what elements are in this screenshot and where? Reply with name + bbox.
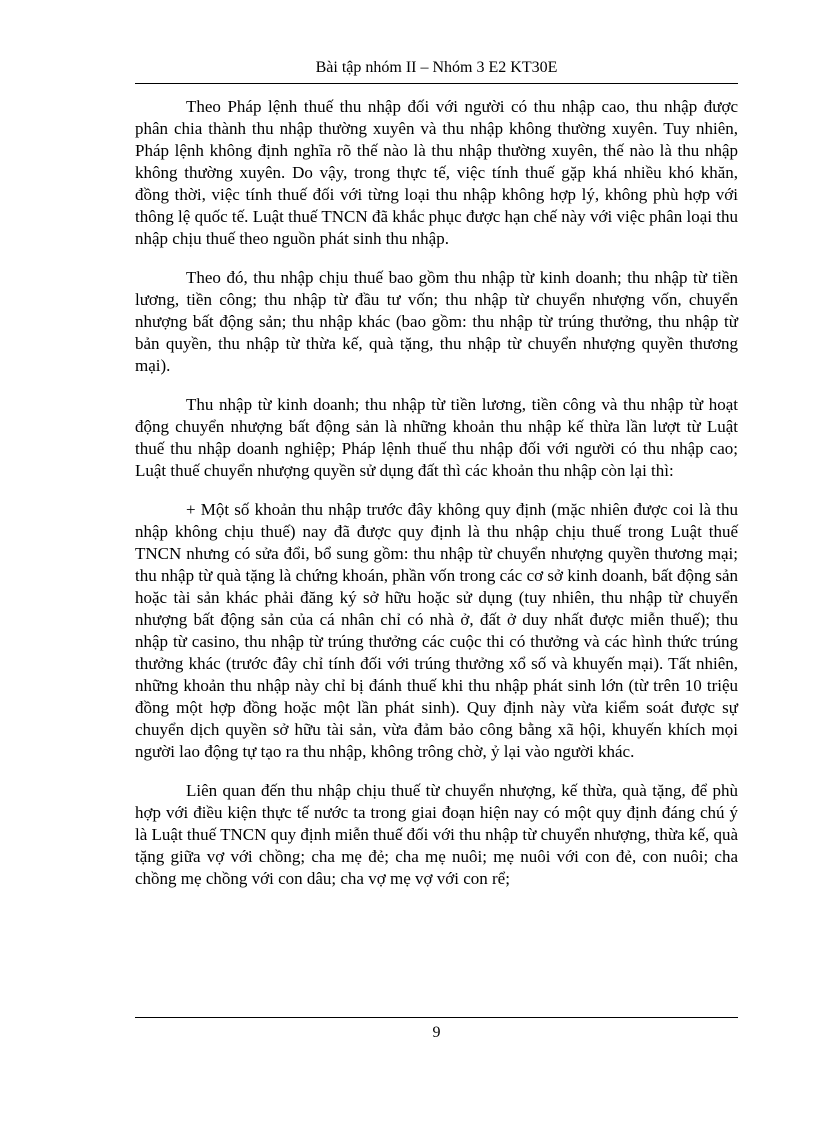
header-title: Bài tập nhóm II – Nhóm 3 E2 KT30E [315,59,558,76]
page-footer [135,1017,738,1044]
paragraph-2: Theo đó, thu nhập chịu thuế bao gồm thu nhập từ kinh doanh; thu nhập từ tiền lương, tiền công; thu nhập từ đầu tư vốn; thu nhập từ chuyển nhượng vốn, chuyển nhượng bất động sản; thu nhập khác (bao gồm: thu nhập từ trúng thưởng, thu nhập từ bản quyền, thu nhập từ thừa kế, quà tặng, thu nhập từ chuyển nhượng quyền thương mại). [135,268,738,375]
page-header [135,57,738,84]
paragraph-5: Liên quan đến thu nhập chịu thuế từ chuyển nhượng, kế thừa, quà tặng, để phù hợp với điều kiện thực tế nước ta trong giai đoạn hiện nay có một quy định đáng chú ý là Luật thuế TNCN quy định miễn thuế đối với thu nhập từ chuyển nhượng, thừa kế, quà tặng giữa vợ với chồng; cha mẹ đẻ; cha mẹ nuôi; mẹ nuôi với con đẻ, con nuôi; cha chồng mẹ chồng với con dâu; cha vợ mẹ vợ với con rể; [135,781,738,888]
paragraph-1: Theo Pháp lệnh thuế thu nhập đối với người có thu nhập cao, thu nhập được phân chia thành thu nhập thường xuyên và thu nhập không thường xuyên. Tuy nhiên, Pháp lệnh không định nghĩa rõ thế nào là thu nhập thường xuyên, thế nào là thu nhập không thường xuyên. Do vậy, trong thực tế, việc tính thuế gặp khá nhiều khó khăn, đồng thời, việc tính thuế đối với từng loại thu nhập không hợp lý, không phù hợp với thông lệ quốc tế. Luật thuế TNCN đã khắc phục được hạn chế này với việc phân loại thu nhập chịu thuế theo nguồn phát sinh thu nhập. [135,97,738,248]
paragraph-bullet: + Một số khoản thu nhập trước đây không quy định (mặc nhiên được coi là thu nhập không chịu thuế) nay đã được quy định là thu nhập chịu thuế trong Luật thuế TNCN nhưng có sửa đổi, bổ sung gồm: thu nhập từ chuyển nhượng quyền thương mại; thu nhập từ quà tặng là chứng khoán, phần vốn trong các cơ sở kinh doanh, bất động sản hoặc tài sản khác phải đăng ký sở hữu hoặc sử dụng (tuy nhiên, thu nhập từ chuyển nhượng bất động sản của cá nhân chỉ có nhà ở, đất ở duy nhất được miễn thuế); thu nhập từ casino, thu nhập từ trúng thưởng các cuộc thi có thưởng và các hình thức trúng thưởng khác (trước đây chỉ tính đối với trúng thưởng xổ số và khuyến mại). Tất nhiên, những khoản thu nhập này chỉ bị đánh thuế khi thu nhập phát sinh lớn (từ trên 10 triệu đồng một hợp đồng hoặc một lần phát sinh). Quy định này vừa kiểm soát được sự chuyển dịch quyền sở hữu tài sản, vừa đảm bảo công bằng xã hội, khuyến khích mọi người lao động tự tạo ra thu nhập, không trông chờ, ỷ lại vào người khác. [135,500,738,761]
document-body [135,96,738,907]
page-number: 9 [432,1024,441,1041]
paragraph-3: Thu nhập từ kinh doanh; thu nhập từ tiền lương, tiền công và thu nhập từ hoạt động chuyển nhượng bất động sản là những khoản thu nhập kế thừa lần lượt từ Luật thuế thu nhập doanh nghiệp; Pháp lệnh thuế thu nhập đối với người có thu nhập cao; Luật thuế chuyển nhượng quyền sử dụng đất thì các khoản thu nhập còn lại thì: [135,395,738,480]
